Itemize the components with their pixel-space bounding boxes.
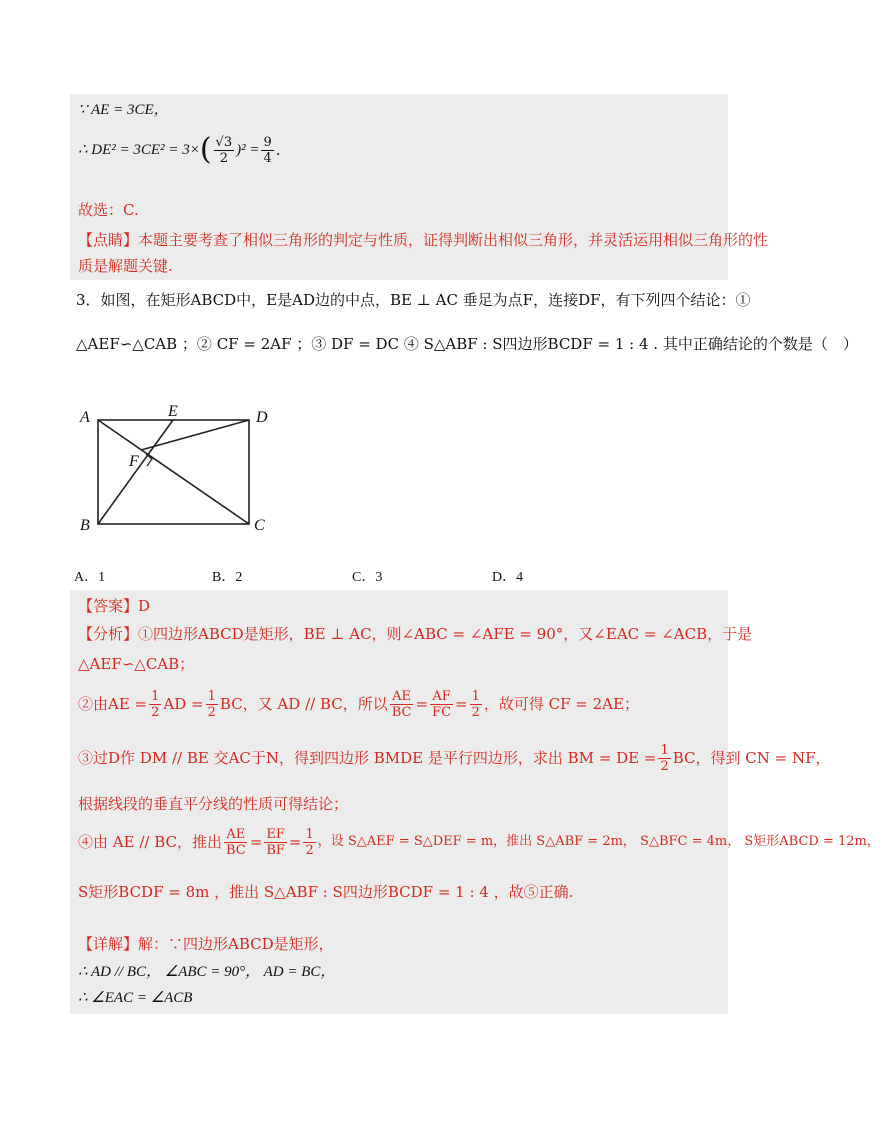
step4-eq1: = (249, 833, 263, 851)
open-paren: ( (199, 132, 212, 167)
label-c: C (254, 517, 265, 534)
option-a: A．1 (74, 570, 106, 585)
detail-line-1: 【详解】解：∵四边形ABCD是矩形， (78, 935, 334, 953)
label-b: B (80, 517, 90, 534)
comment-line-1: 【点睛】本题主要考查了相似三角形的判定与性质，证得判断出相似三角形，并灵活运用相似三角形的性 (78, 231, 769, 249)
label-f: F (129, 453, 139, 470)
step3-end: BC，得到 CN = NF， (672, 749, 831, 767)
detail-line-2: ∴ AD // BC， ∠ABC = 90°， AD = BC， (78, 964, 336, 980)
step2-eq1: = (415, 695, 429, 713)
frac-ae-bc-2: $\frac{AE}{BC}$ (225, 826, 246, 858)
analysis-line-2: △AEF∽△CAB； (78, 655, 195, 673)
de-squared-prefix: ∴ DE² = 3CE² = 3× (78, 142, 200, 158)
option-b: B．2 (212, 570, 243, 585)
step2-end: ，故可得 CF = 2AE； (483, 695, 639, 713)
label-e: E (168, 403, 178, 420)
segment-df (141, 420, 249, 450)
nine-over-four: $\frac{9}{4}$ (263, 134, 272, 166)
line-de-squared (78, 128, 281, 172)
frac-1-2-d: $\frac{1}{2}$ (660, 742, 669, 774)
option-d: D．4 (492, 570, 524, 585)
step4-eq2: = (288, 833, 302, 851)
frac-1-2-b: $\frac{1}{2}$ (207, 688, 216, 720)
rectangle-figure (74, 400, 284, 540)
frac-1-2-e: $\frac{1}{2}$ (305, 826, 314, 858)
analysis-line-perp-bisector: 根据线段的垂直平分线的性质可得结论； (78, 795, 349, 813)
diagonal-ac (98, 420, 249, 524)
answer-line: 【答案】D (78, 597, 151, 615)
step2-mid1: AD = (163, 695, 204, 713)
option-c: C．3 (352, 570, 383, 585)
frac-1-2-a: $\frac{1}{2}$ (151, 688, 160, 720)
de-squared-end: . (275, 141, 281, 159)
line-ae-3ce: ∵ AE = 3CE， (78, 102, 169, 118)
step4-prefix: ④由 AE // BC，推出 (78, 833, 222, 851)
answer-block (70, 590, 880, 1014)
label-a: A (80, 409, 90, 426)
step4-end: ，设 S△AEF = S△DEF = m，推出 S△ABF = 2m， S△BFC = 4m， S矩形ABCD = 12m， (317, 834, 880, 849)
step2-prefix: ②由AE = (78, 695, 148, 713)
frac-1-2-c: $\frac{1}{2}$ (471, 688, 480, 720)
de-squared-mid: )² = (236, 142, 260, 158)
frac-ef-bf: $\frac{EF}{BF}$ (266, 826, 285, 858)
detail-line-3: ∴ ∠EAC = ∠ACB (78, 990, 193, 1006)
solution-continuation-block (70, 94, 769, 280)
analysis-step-2 (78, 686, 639, 722)
question-line-1: 3．如图，在矩形ABCD中，E是AD边的中点，BE ⊥ AC 垂足为点F，连接DF，有下列四个结论：① (76, 291, 751, 309)
step3-prefix: ③过D作 DM // BE 交AC于N，得到四边形 BMDE 是平行四边形，求出 BM = DE = (78, 749, 657, 767)
step2-mid2: BC，又 AD // BC，所以 (219, 695, 388, 713)
analysis-step-4 (78, 822, 880, 862)
segment-be (98, 420, 173, 524)
choice-line: 故选：C. (78, 201, 139, 219)
label-d: D (256, 409, 268, 426)
sqrt3-over-2: $\frac{√3}{2}$ (215, 134, 233, 166)
analysis-line-area-ratio: S矩形BCDF = 8m ，推出 S△ABF : S四边形BCDF = 1 : 4 ，故⑤正确. (78, 883, 574, 901)
step2-eq2: = (455, 695, 468, 713)
question-line-2: △AEF∽△CAB ；② CF = 2AF ；③ DF = DC ④ S△ABF : S四边形BCDF = 1 : 4 . 其中正确结论的个数是（ ） (76, 335, 858, 353)
analysis-step-3 (78, 740, 831, 776)
analysis-line-1: 【分析】①四边形ABCD是矩形，BE ⊥ AC，则∠ABC = ∠AFE = 90°，又∠EAC = ∠ACB，于是 (78, 625, 753, 643)
frac-af-fc: $\frac{AF}{FC}$ (432, 688, 452, 720)
frac-ae-bc: $\frac{AE}{BC}$ (391, 688, 412, 720)
comment-line-2: 质是解题关键. (78, 257, 173, 275)
